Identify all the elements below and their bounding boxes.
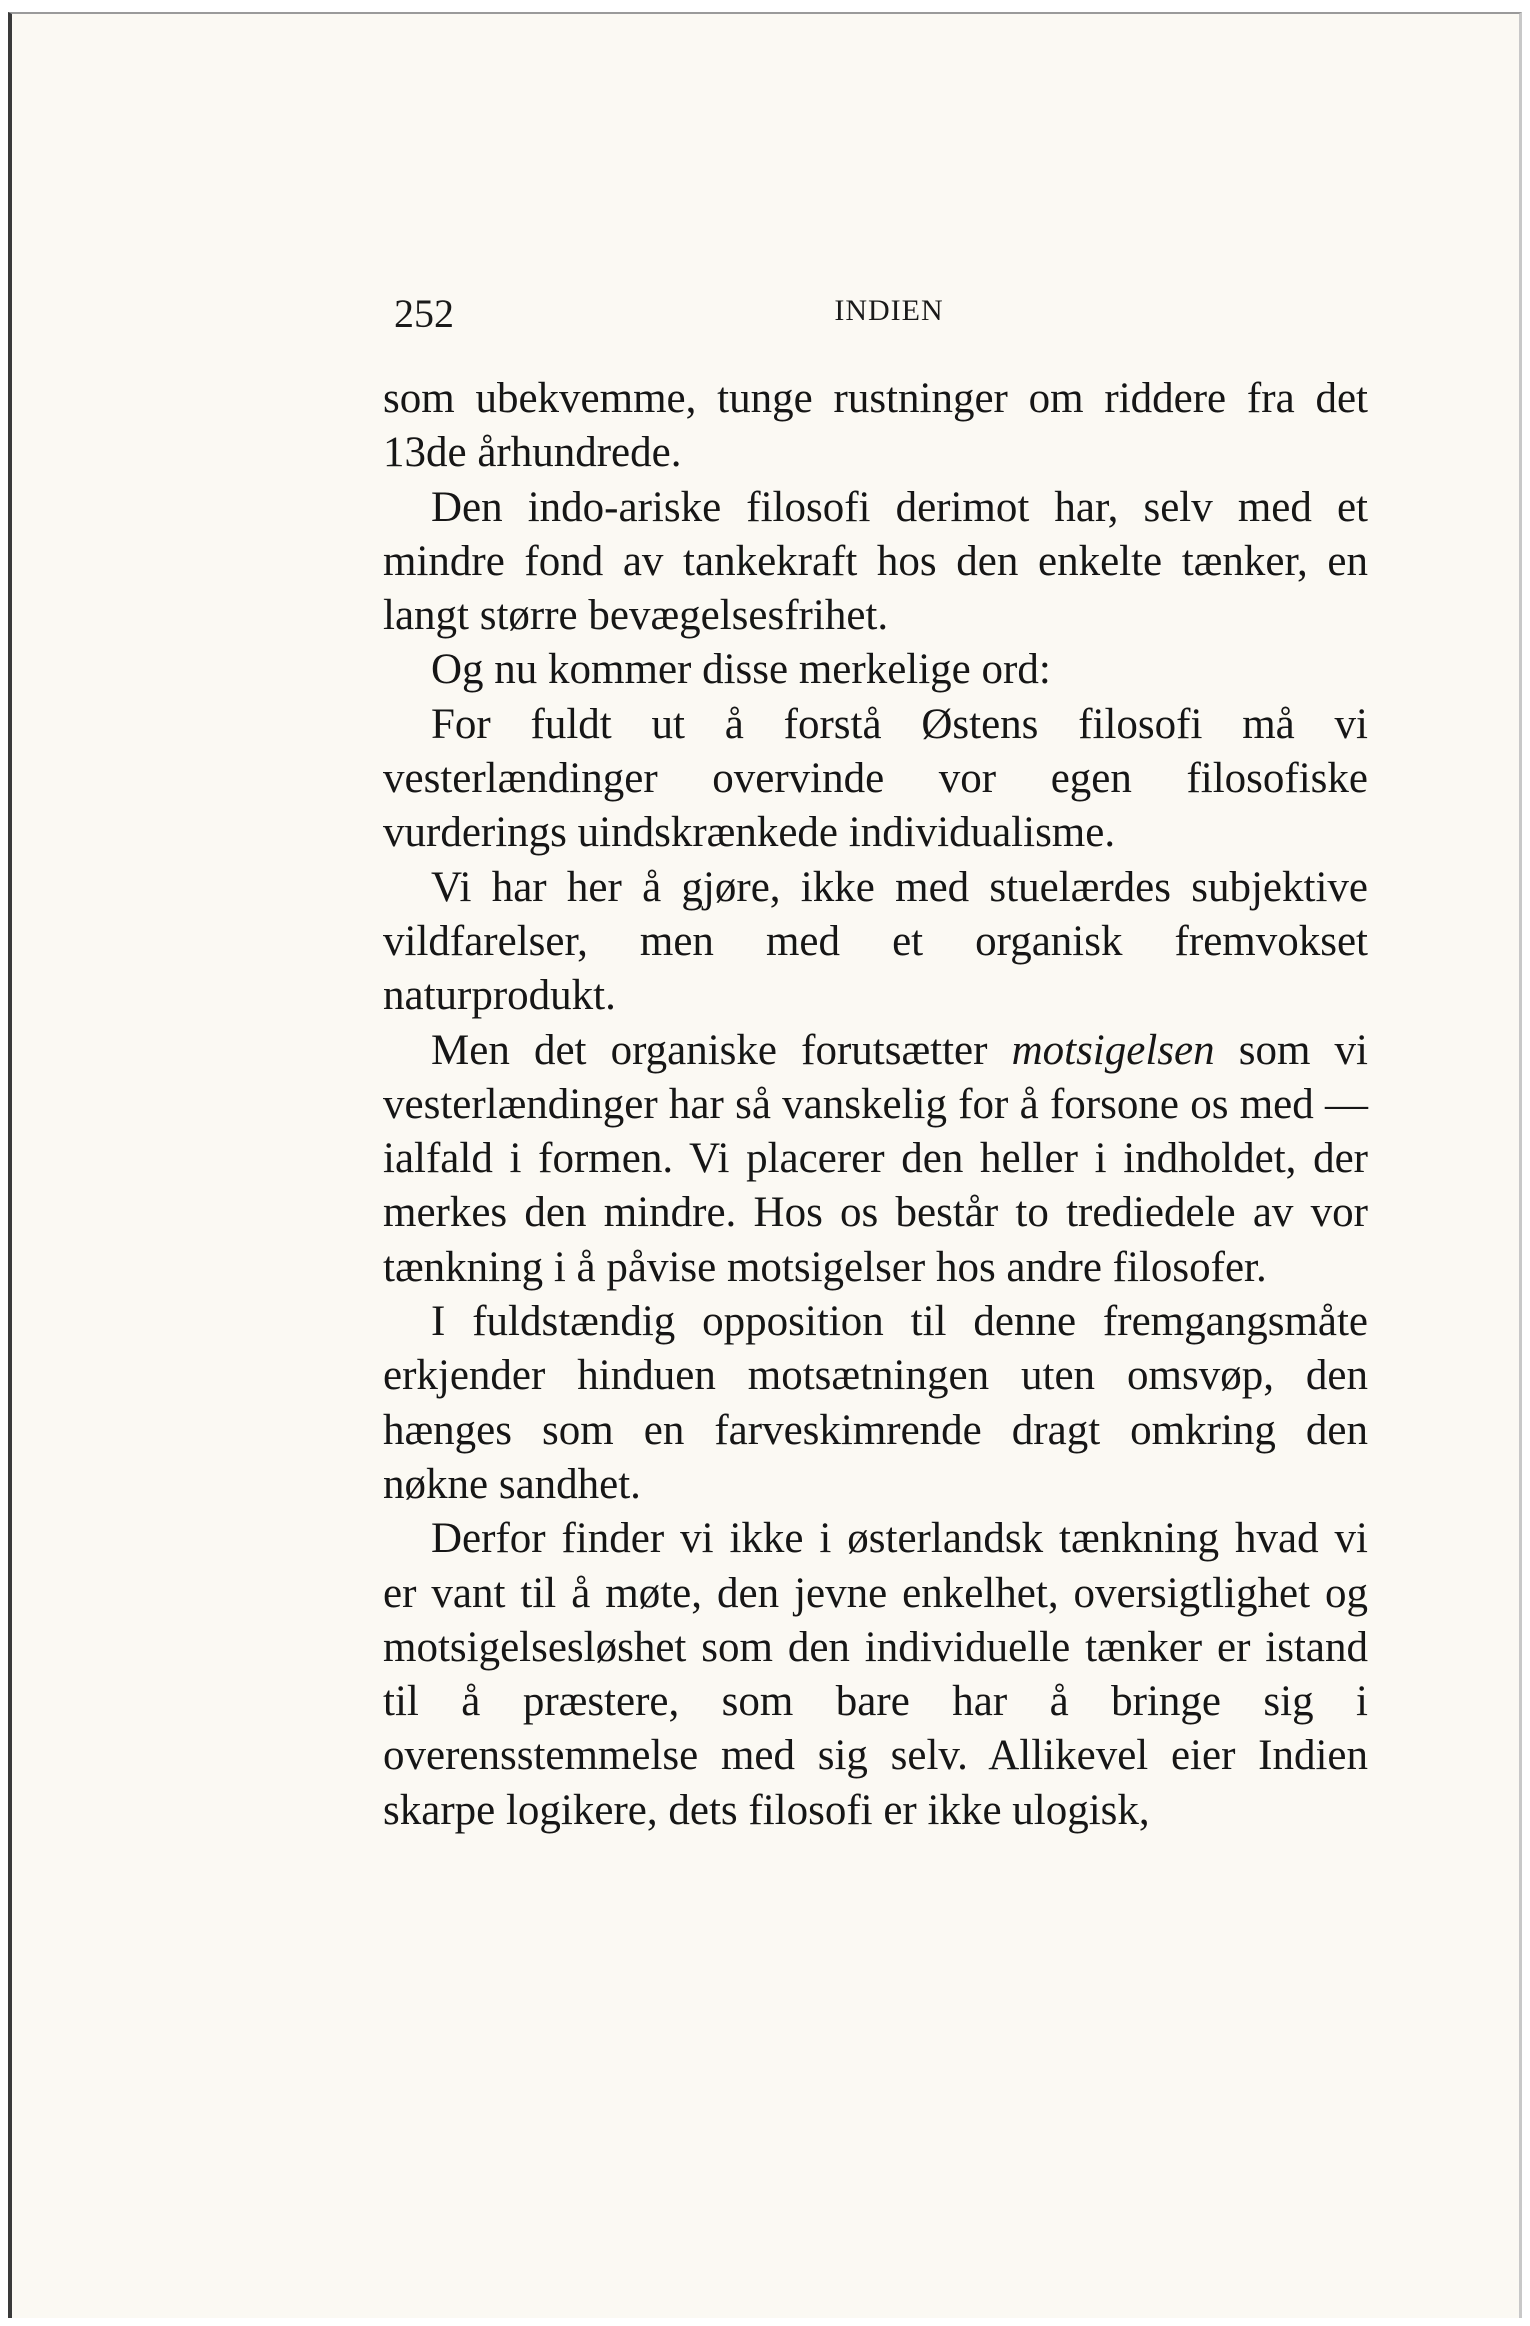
- paragraph-text: Men det organiske forutsætter: [431, 1026, 1012, 1074]
- paragraph: Den indo-ariske filosofi derimot har, selv med et mindre fond av tankekraft hos den enkelte tænker, en langt større bevægelsesfrihet.: [383, 483, 1368, 640]
- paragraph: For fuldt ut å forstå Østens filosofi må vi vesterlændinger overvinde vor egen filosofiske vurderings uindskrænkede individualisme.: [383, 700, 1368, 857]
- paragraph-text: som vi vesterlændinger har så vanskelig for å forsone os med — ialfald i formen. Vi placerer den heller i indholdet, der merkes den mindre. Hos os består to trediedele av vor tænkning i å påvise motsigelser hos andre filosofer.: [383, 1026, 1368, 1291]
- page-header: [394, 286, 1384, 346]
- body-text: [383, 372, 1368, 1838]
- running-head: INDIEN: [834, 294, 944, 327]
- paragraph: Derfor finder vi ikke i østerlandsk tænkning hvad vi er vant til å møte, den jevne enkelhet, oversigtlighet og motsigelsesløshet som den individuelle tænker er istand til å præstere, som bare har å bringe sig i overensstemmelse med sig selv. Allikevel eier Indien skarpe logikere, dets filosofi er ikke ulogisk,: [383, 1515, 1368, 1834]
- emphasis-word: motsigelsen: [1011, 1026, 1215, 1074]
- paragraph: Og nu kommer disse merkelige ord:: [431, 646, 1051, 694]
- paragraph: som ubekvemme, tunge rustninger om riddere fra det 13de århundrede.: [383, 375, 1368, 477]
- page-number: 252: [394, 291, 454, 336]
- paragraph: [383, 1024, 1368, 1295]
- paragraph: Vi har her å gjøre, ikke med stuelærdes subjektive vildfarelser, men med et organisk fremvokset naturprodukt.: [383, 863, 1368, 1020]
- paragraph: I fuldstændig opposition til denne fremgangsmåte erkjender hinduen motsætningen uten omsvøp, den hænges som en farveskimrende dragt omkring den nøkne sandhet.: [383, 1298, 1368, 1508]
